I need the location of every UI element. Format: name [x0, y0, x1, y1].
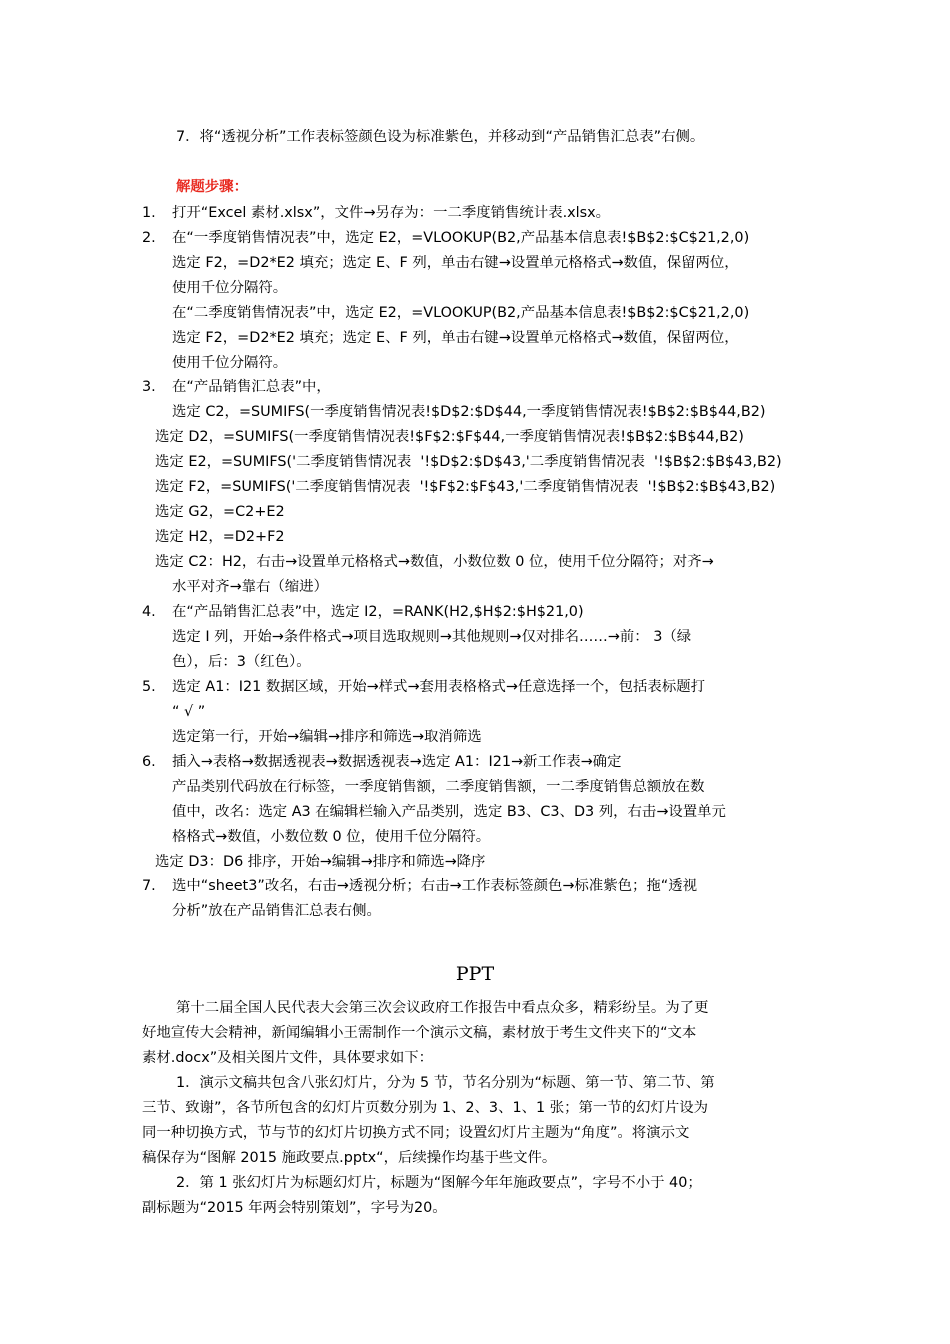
ppt-paragraph-line: 同一种切换方式，节与节的幻灯片切换方式不同；设置幻灯片主题为“角度”。将演示文	[142, 1125, 690, 1141]
step-line: 在“产品销售汇总表”中，选定 I2，=RANK(H2,$H$2:$H$21,0)	[172, 604, 584, 620]
step-line: 选定 E2，=SUMIFS('二季度销售情况表 '!$D$2:$D$43,'二季度销售情况表 '!$B$2:$B$43,B2)	[155, 454, 782, 470]
step-number: 2.	[142, 230, 156, 246]
step-line: 使用千位分隔符。	[172, 280, 288, 296]
step-line: 在“产品销售汇总表”中，	[172, 379, 331, 395]
ppt-paragraph-line: 第十二届全国人民代表大会第三次会议政府工作报告中看点众多，精彩纷呈。为了更	[176, 1000, 709, 1016]
step-line: 选定 D2，=SUMIFS(一季度销售情况表!$F$2:$F$44,一季度销售情况表!$B$2:$B$44,B2)	[155, 429, 744, 445]
solution-heading: 解题步骤：	[176, 179, 248, 195]
step-line: 选定 C2：H2，右击→设置单元格格式→数值，小数位数 0 位，使用千位分隔符；对齐→	[155, 554, 714, 570]
step-line: 选定 H2，=D2+F2	[155, 529, 285, 545]
step-line: 在“二季度销售情况表”中，选定 E2，=VLOOKUP(B2,产品基本信息表!$B$2:$C$21,2,0)	[172, 305, 750, 321]
step-line: 分析”放在产品销售汇总表右侧。	[172, 903, 381, 919]
step-line: 选定 G2，=C2+E2	[155, 504, 285, 520]
step-line: 色），后：3（红色）。	[172, 654, 311, 670]
step-line: 使用千位分隔符。	[172, 355, 288, 371]
step-line: 格格式→数值，小数位数 0 位，使用千位分隔符。	[172, 829, 491, 845]
ppt-paragraph-line: 三节、致谢”，各节所包含的幻灯片页数分别为 1、2、3、1、1 张；第一节的幻灯片设为	[142, 1100, 709, 1116]
step-line: 插入→表格→数据透视表→数据透视表→选定 A1：I21→新工作表→确定	[172, 754, 622, 770]
step-number: 3.	[142, 379, 156, 395]
step-line: 值中，改名：选定 A3 在编辑栏输入产品类别，选定 B3、C3、D3 列，右击→设置单元	[172, 804, 726, 820]
step-line: 水平对齐→靠右（缩进）	[172, 579, 328, 595]
step-line: 打开“Excel 素材.xlsx”，文件→另存为：一二季度销售统计表.xlsx。	[172, 205, 611, 221]
step-line: 在“一季度销售情况表”中，选定 E2，=VLOOKUP(B2,产品基本信息表!$B$2:$C$21,2,0)	[172, 230, 750, 246]
step-line: 选定 F2，=SUMIFS('二季度销售情况表 '!$F$2:$F$43,'二季度销售情况表 '!$B$2:$B$43,B2)	[155, 479, 776, 495]
step-line: 选中“sheet3”改名，右击→透视分析；右击→工作表标签颜色→标准紫色；拖“透视	[172, 878, 697, 894]
ppt-section-title: PPT	[455, 963, 495, 985]
step7-intro: 7．将“透视分析”工作表标签颜色设为标准紫色，并移动到“产品销售汇总表”右侧。	[176, 129, 705, 145]
step-line: 选定 I 列，开始→条件格式→项目选取规则→其他规则→仅对排名……→前： 3（绿	[172, 629, 692, 645]
ppt-paragraph-line: 2．第 1 张幻灯片为标题幻灯片，标题为“图解今年年施政要点”，字号不小于 40；	[176, 1175, 702, 1191]
ppt-paragraph-line: 稿保存为“图解 2015 施政要点.pptx“，后续操作均基于些文件。	[142, 1150, 557, 1166]
step-line: 产品类别代码放在行标签，一季度销售额，二季度销售额，一二季度销售总额放在数	[172, 779, 705, 795]
step-line: 选定 C2，=SUMIFS(一季度销售情况表!$D$2:$D$44,一季度销售情况表!$B$2:$B$44,B2)	[172, 404, 766, 420]
step-number: 7.	[142, 878, 156, 894]
step-number: 4.	[142, 604, 156, 620]
ppt-paragraph-line: 好地宣传大会精神，新闻编辑小王需制作一个演示文稿，素材放于考生文件夹下的“文本	[142, 1025, 697, 1041]
ppt-paragraph-line: 1．演示文稿共包含八张幻灯片，分为 5 节，节名分别为“标题、第一节、第二节、第	[176, 1075, 715, 1091]
step-number: 1.	[142, 205, 156, 221]
step-line: 选定第一行，开始→编辑→排序和筛选→取消筛选	[172, 729, 482, 745]
step-line: 选定 F2，=D2*E2 填充；选定 E、F 列，单击右键→设置单元格格式→数值，保留两位，	[172, 255, 739, 271]
step-number: 6.	[142, 754, 156, 770]
step-line: “ √ ”	[172, 704, 206, 720]
ppt-paragraph-line: 副标题为“2015 年两会特别策划”，字号为20。	[142, 1200, 447, 1216]
step-number: 5.	[142, 679, 156, 695]
step-line: 选定 D3：D6 排序，开始→编辑→排序和筛选→降序	[155, 854, 486, 870]
ppt-paragraph-line: 素材.docx”及相关图片文件，具体要求如下：	[142, 1050, 434, 1066]
step-line: 选定 F2，=D2*E2 填充；选定 E、F 列，单击右键→设置单元格格式→数值，保留两位，	[172, 330, 739, 346]
step-line: 选定 A1：I21 数据区域，开始→样式→套用表格格式→任意选择一个，包括表标题打	[172, 679, 705, 695]
